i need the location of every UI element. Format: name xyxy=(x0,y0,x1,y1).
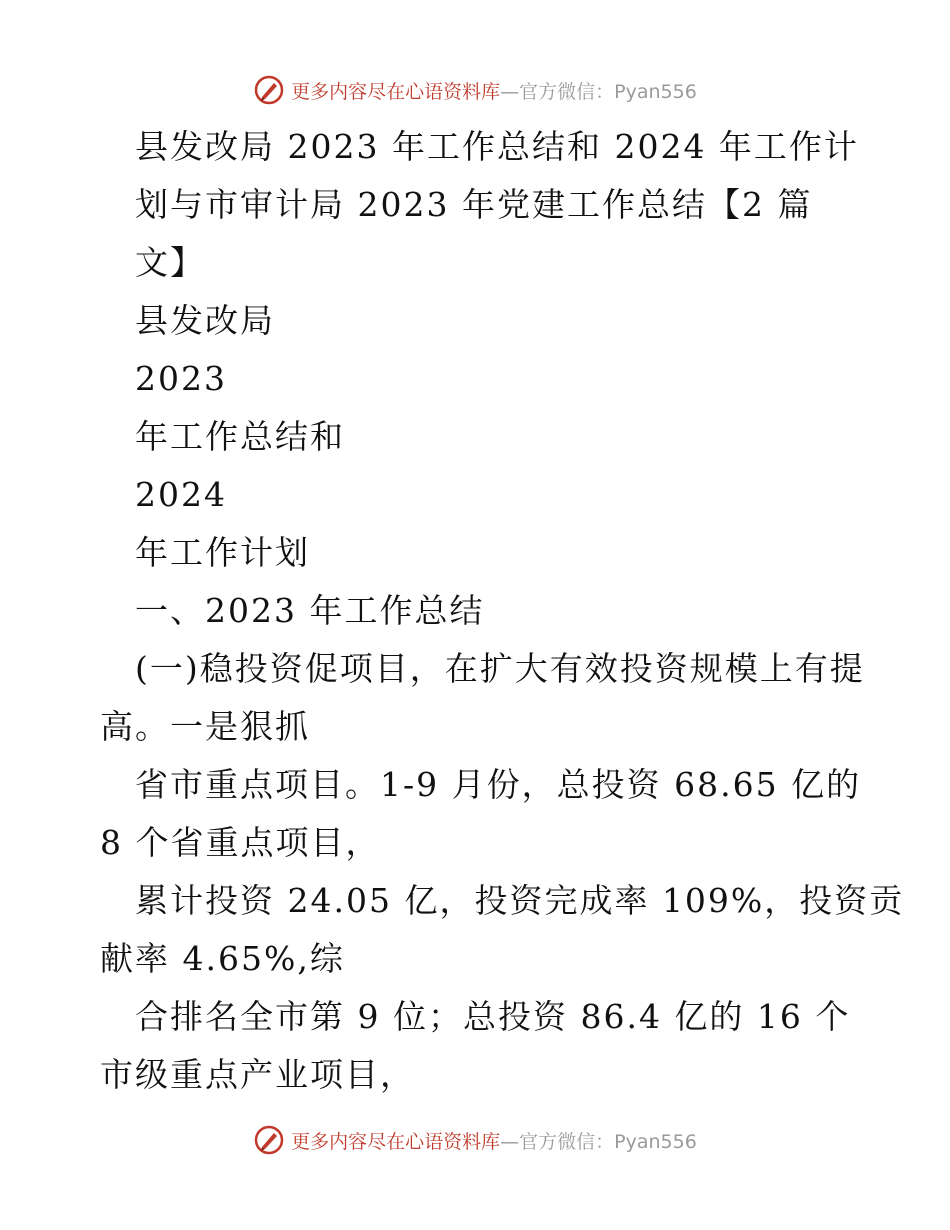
watermark-header xyxy=(0,70,950,110)
paragraph-line: 8 个省重点项目， xyxy=(100,823,381,862)
paragraph-line: 高。一是狠抓 xyxy=(100,707,310,746)
subtitle-line-1: 县发改局 xyxy=(135,301,275,340)
watermark-text xyxy=(291,1127,697,1154)
paragraph-line: (一)稳投资促项目，在扩大有效投资规模上有提 xyxy=(135,649,865,688)
watermark-site: 更多内容尽在心语资料库 xyxy=(291,80,501,103)
watermark-text xyxy=(291,77,697,104)
title-line-2: 划与市审计局 2023 年党建工作总结【2 篇 xyxy=(135,185,813,224)
subtitle-line-4: 2024 xyxy=(135,475,227,514)
subtitle-line-3: 年工作总结和 xyxy=(135,417,345,456)
subtitle-line-2: 2023 xyxy=(135,359,227,398)
paragraph-line: 市级重点产业项目， xyxy=(100,1055,415,1094)
paragraph-line: 献率 4.65%,综 xyxy=(100,939,345,978)
watermark-contact: 官方微信：Pyan556 xyxy=(519,1130,697,1153)
watermark-contact: 官方微信：Pyan556 xyxy=(519,80,697,103)
watermark-footer xyxy=(0,1120,950,1160)
pen-logo-icon xyxy=(253,74,285,106)
paragraph-line: 合排名全市第 9 位；总投资 86.4 亿的 16 个 xyxy=(135,997,851,1036)
watermark-separator: — xyxy=(500,1130,520,1153)
title-line-1: 县发改局 2023 年工作总结和 2024 年工作计 xyxy=(135,127,859,166)
title-line-3: 文】 xyxy=(135,243,205,282)
watermark-site: 更多内容尽在心语资料库 xyxy=(291,1130,501,1153)
subtitle-line-5: 年工作计划 xyxy=(135,533,310,572)
paragraph-line: 累计投资 24.05 亿，投资完成率 109%，投资贡 xyxy=(135,881,905,920)
pen-logo-icon xyxy=(253,1124,285,1156)
watermark-separator: — xyxy=(500,80,520,103)
paragraph-line: 省市重点项目。1-9 月份，总投资 68.65 亿的 xyxy=(135,765,862,804)
section-heading: 一、2023 年工作总结 xyxy=(135,591,485,630)
